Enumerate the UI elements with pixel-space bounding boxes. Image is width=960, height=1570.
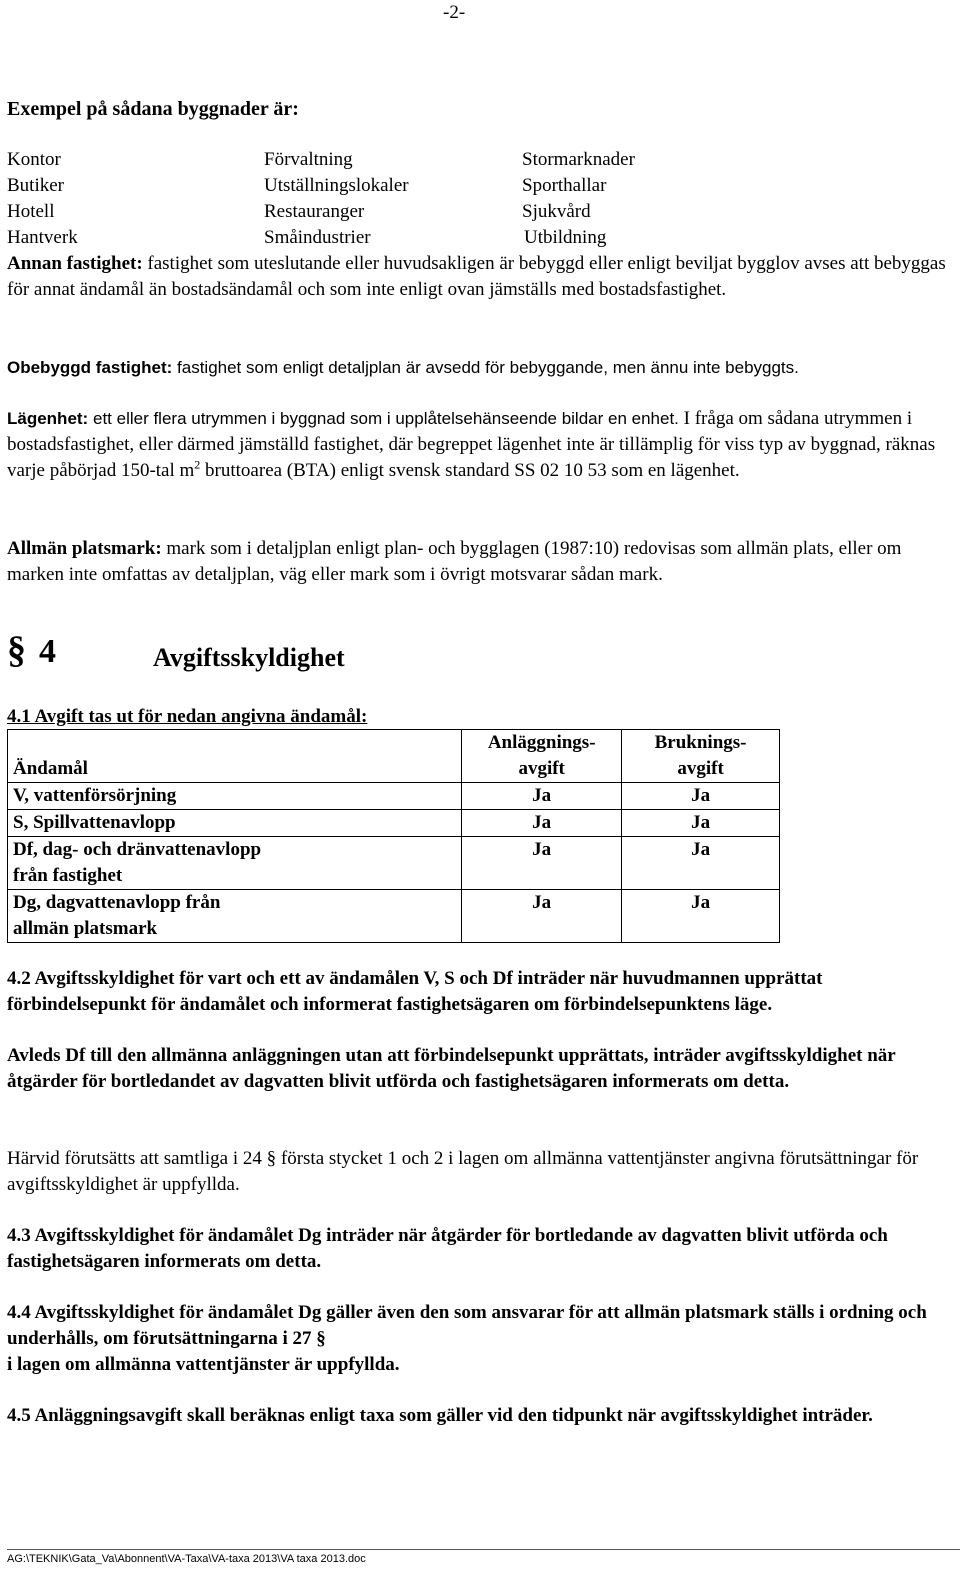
definition-term: Annan fastighet: [7,253,143,274]
definition-text: fastighet som uteslutande eller huvudsakligen är bebyggd eller enligt beviljat bygglov avses att bebyggas för annat ändamål än bostadsändamål och som inte enligt ovan jämställs med bostadsfastighet. [7,253,946,300]
definition-text: ett eller flera utrymmen i byggnad som i upplåtelsehänseende bildar en enhet. [92,409,679,428]
definition-lagenhet [7,406,952,484]
paragraph-4-2: 4.2 Avgiftsskyldighet för vart och ett av ändamålen V, S och Df inträder när huvudmannen upprättat förbindelsepunkt för ändamålet och informerat fastighetsägaren om förbindelsepunktens läge. [7,968,823,1015]
definition-text: fastighet som enligt detaljplan är avsedd för bebyggande, men ännu inte bebyggts. [177,358,799,377]
examples-heading: Exempel på sådana byggnader är: [7,98,299,120]
example-item: Butiker [7,175,64,196]
fee-table [7,729,780,943]
footer-divider [7,1549,960,1550]
definition-annan-fastighet [7,251,952,303]
table-cell: S, Spillvattenavlopp [8,810,462,837]
table-header-row [8,730,780,783]
example-item: Stormarknader [522,149,635,170]
table-cell: Ja [622,837,780,890]
table-cell: Ja [622,810,780,837]
example-item: Restauranger [264,201,365,222]
example-item: Hotell [7,201,55,222]
paragraph-harvid: Härvid förutsätts att samtliga i 24 § första stycket 1 och 2 i lagen om allmänna vattentjänster angivna förutsättningar för avgiftsskyldighet är uppfyllda. [7,1148,919,1195]
example-item: Småindustrier [264,227,371,248]
table-cell: Ja [622,890,780,943]
section-symbol: § [7,629,26,671]
example-item: Kontor [7,149,61,170]
table-row [8,837,780,890]
example-item: Förvaltning [264,149,353,170]
definition-term: Obebyggd fastighet: [7,358,173,377]
definition-term: Allmän platsmark: [7,538,162,559]
example-item: Sjukvård [522,201,591,222]
table-header: Anläggnings- avgift [462,730,622,783]
section-number: 4 [39,633,56,670]
table-row [8,890,780,943]
definition-term: Lägenhet: [7,409,89,428]
table-cell: V, vattenförsörjning [8,783,462,810]
definition-allman-platsmark [7,536,952,588]
example-item: Utställningslokaler [264,175,409,196]
subsection-4-1: 4.1 Avgift tas ut för nedan angivna ändamål: [7,706,368,727]
footer-file-path: AG:\TEKNIK\Gata_Va\Abonnent\VA-Taxa\VA-taxa 2013\VA taxa 2013.doc [7,1553,366,1565]
table-cell: Dg, dagvattenavlopp från allmän platsmark [8,890,462,943]
table-row [8,810,780,837]
table-header: Bruknings- avgift [622,730,780,783]
superscript: 2 [194,457,201,472]
table-row [8,783,780,810]
definition-text: bruttoarea (BTA) enligt svensk standard SS 02 10 53 som en lägenhet. [205,460,740,481]
example-item: Utbildning [524,227,607,248]
page-number: -2- [443,2,466,23]
paragraph-4-4: 4.4 Avgiftsskyldighet för ändamålet Dg gäller även den som ansvarar för att allmän platsmark ställs i ordning och underhålls, om förutsättningarna i 27 § i lagen om allmänna vattentjänster är uppfyllda. [7,1302,927,1375]
definition-obebyggd-fastighet [7,355,952,381]
table-header: Ändamål [8,730,462,783]
definition-text: mark som i detaljplan enligt plan- och bygglagen (1987:10) redovisas som allmän plats, eller om marken inte omfattas av detaljplan, väg eller mark som i övrigt motsvarar sådan mark. [7,538,902,585]
table-cell: Ja [622,783,780,810]
table-cell: Ja [462,783,622,810]
table-cell: Ja [462,837,622,890]
section-title: Avgiftsskyldighet [153,643,345,672]
example-item: Hantverk [7,227,78,248]
paragraph-4-3: 4.3 Avgiftsskyldighet för ändamålet Dg inträder när åtgärder för bortledande av dagvatten blivit utförda och fastighetsägaren informerats om detta. [7,1225,888,1272]
table-cell: Df, dag- och dränvattenavlopp från fastighet [8,837,462,890]
example-item: Sporthallar [522,175,607,196]
paragraph-avleds: Avleds Df till den allmänna anläggningen utan att förbindelsepunkt upprättats, inträder avgiftsskyldighet när åtgärder för bortledandet av dagvatten blivit utförda och fastighetsägaren informerats om detta. [7,1045,896,1092]
table-cell: Ja [462,890,622,943]
definition-text: I fråga om sådana utrymmen i bostadsfastighet, eller därmed jämställd fastighet, där begreppet lägenhet inte är tillämplig för viss typ av byggnad, räknas varje påbörjad 150-tal m [7,408,936,481]
table-cell: Ja [462,810,622,837]
paragraph-4-5: 4.5 Anläggningsavgift skall beräknas enligt taxa som gäller vid den tidpunkt när avgiftsskyldighet inträder. [7,1405,873,1426]
